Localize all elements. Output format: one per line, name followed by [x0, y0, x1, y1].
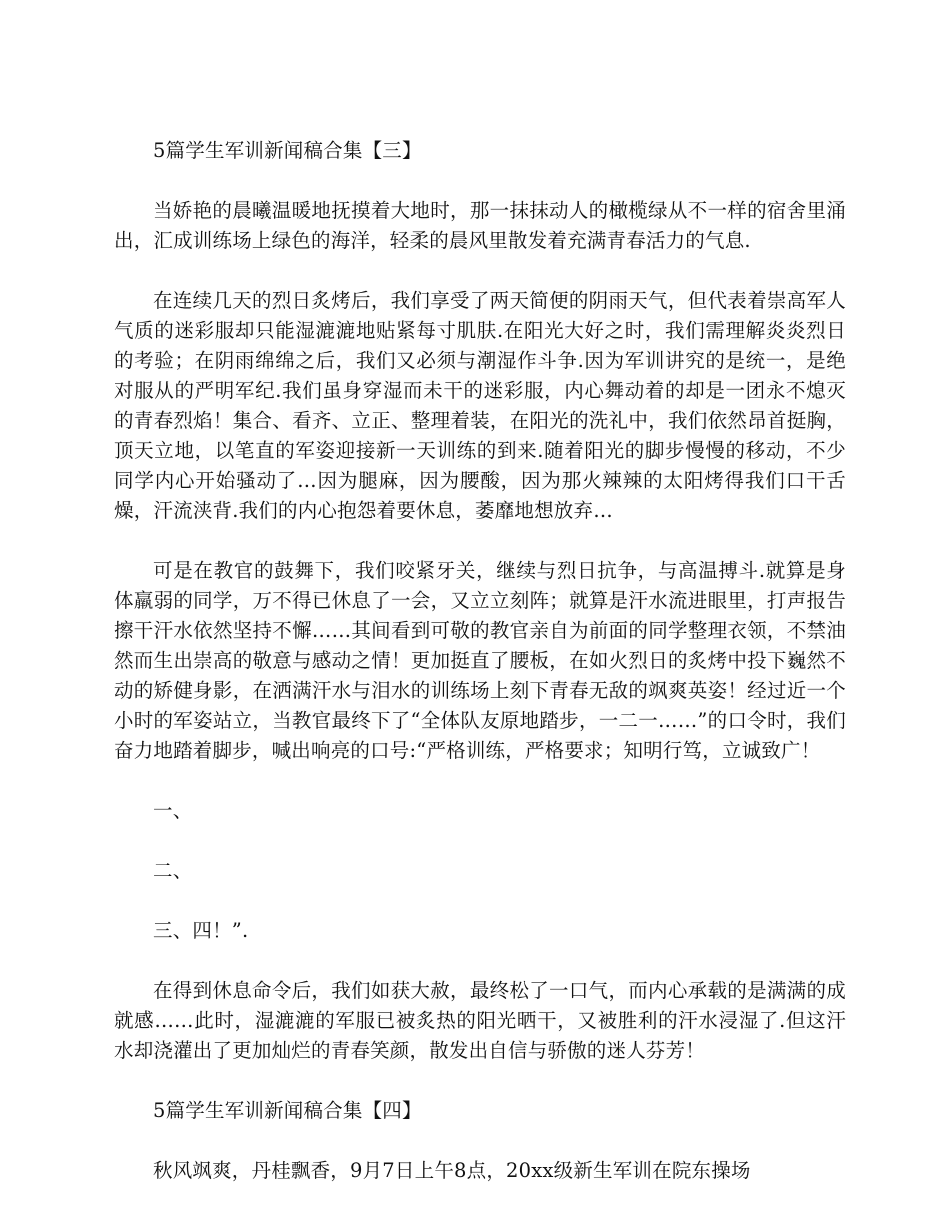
- paragraph-6: 三、四！”.: [153, 919, 249, 942]
- paragraph-2: 在连续几天的烈日炙烤后，我们享受了两天简便的阴雨天气，但代表着崇高军人气质的迷彩服却只能湿漉漉地贴紧每寸肌肤.在阳光大好之时，我们需理解炎炎烈日的考验；在阴雨绵绵之后，我们又必须与潮湿作斗争.因为军训讲究的是统一，是绝对服从的严明军纪.我们虽身穿湿而未干的迷彩服，内心舞动着的却是一团永不熄灭的青春烈焰！集合、看齐、立正、整理着装，在阳光的洗礼中，我们依然昂首挺胸，顶天立地，以笔直的军姿迎接新一天训练的到来.随着阳光的脚步慢慢的移动，不少同学内心开始骚动了…因为腿麻，因为腰酸，因为那火辣辣的太阳烤得我们口干舌燥，汗流浃背.我们的内心抱怨着要休息，萎靡地想放弃…: [114, 289, 846, 522]
- section-heading-4: 5篇学生军训新闻稿合集【四】: [153, 1099, 422, 1122]
- document-body: [114, 136, 846, 1216]
- paragraph-3: 可是在教官的鼓舞下，我们咬紧牙关，继续与烈日抗争，与高温搏斗.就算是身体羸弱的同学，万不得已休息了一会，又立立刻阵；就算是汗水流进眼里，打声报告擦干汗水依然坚持不懈……其间看到可敬的教官亲自为前面的同学整理衣领，不禁油然而生出崇高的敬意与感动之情！更加挺直了腰板，在如火烈日的炙烤中投下巍然不动的矫健身影，在洒满汗水与泪水的训练场上刻下青春无敌的飒爽英姿！经过近一个小时的军姿站立，当教官最终下了“全体队友原地踏步，一二一……”的口令时，我们奋力地踏着脚步，喊出响亮的口号:“严格训练，严格要求；知明行笃，立诚致广！: [114, 559, 846, 762]
- paragraph-7: 在得到休息命令后，我们如获大赦，最终松了一口气，而内心承载的是满满的成就感……此时，湿漉漉的军服已被炙热的阳光晒干，又被胜利的汗水浸湿了.但这汗水却浇灌出了更加灿烂的青春笑颜，散发出自信与骄傲的迷人芬芳！: [114, 979, 846, 1062]
- section-heading-3: 5篇学生军训新闻稿合集【三】: [153, 139, 422, 162]
- paragraph-5: 二、: [153, 859, 193, 882]
- paragraph-4: 一、: [153, 799, 193, 822]
- paragraph-8: 秋风飒爽，丹桂飘香，9月7日上午8点，20xx级新生军训在院东操场: [153, 1159, 751, 1182]
- paragraph-1: 当娇艳的晨曦温暖地抚摸着大地时，那一抹抹动人的橄榄绿从不一样的宿舍里涌出，汇成训练场上绿色的海洋，轻柔的晨风里散发着充满青春活力的气息.: [114, 199, 846, 252]
